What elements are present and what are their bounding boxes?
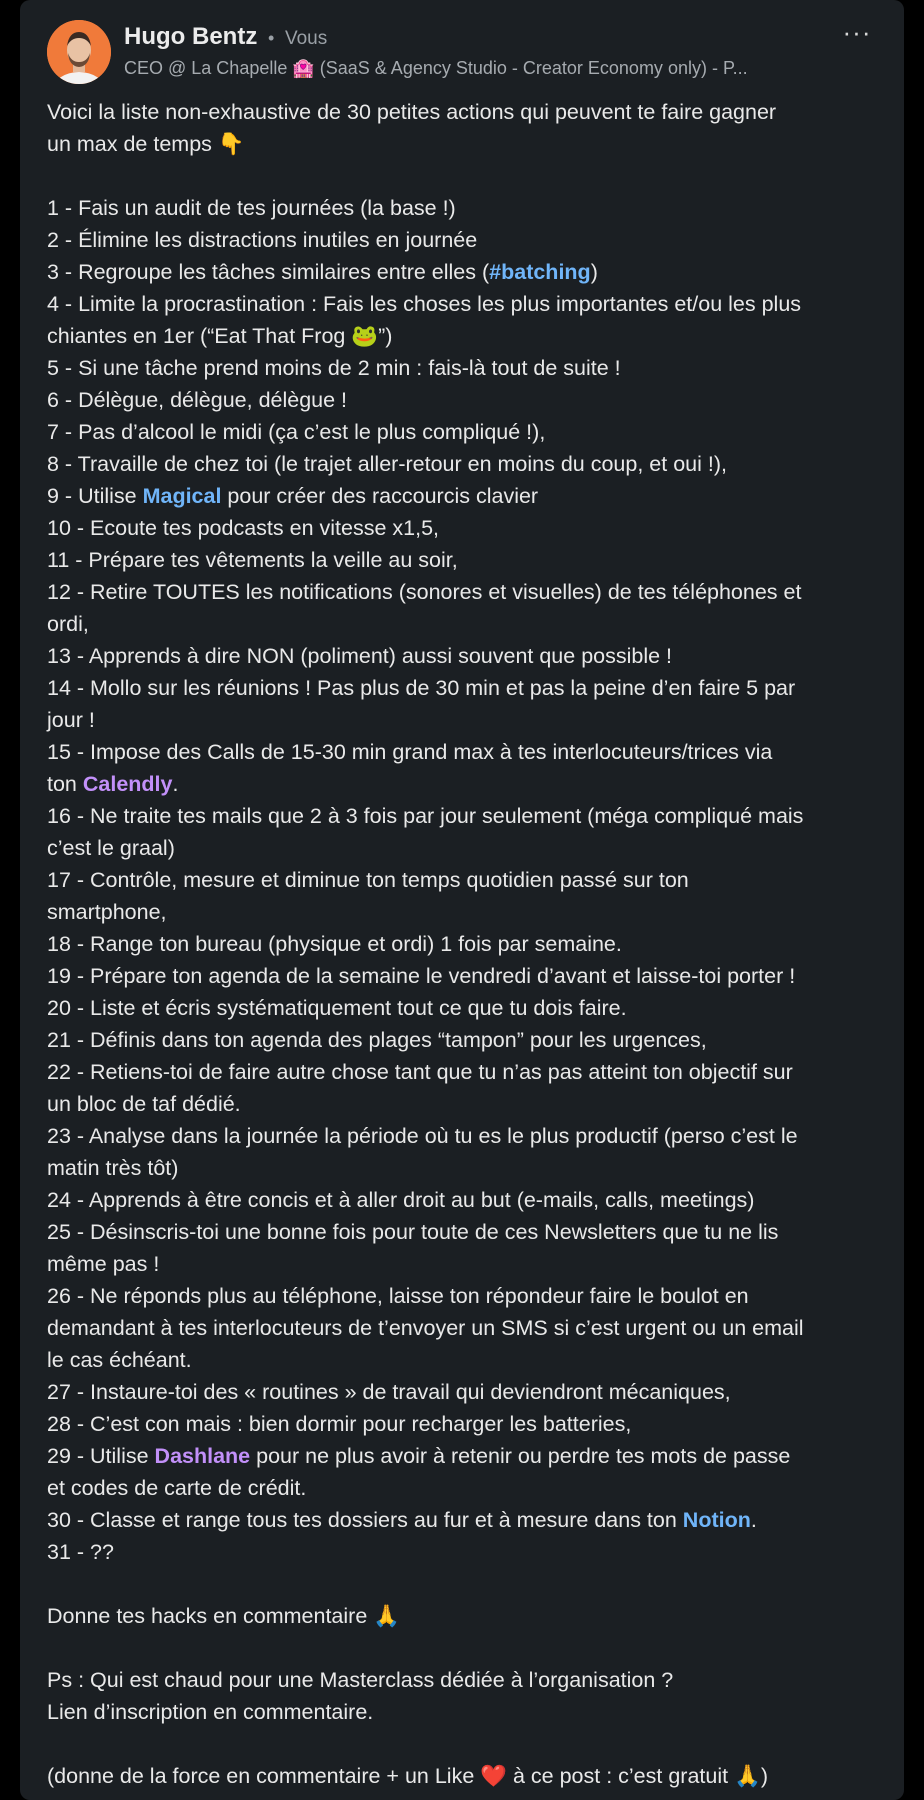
intro-line: un max de temps 👇 [47,132,245,156]
list-item: 15 - Impose des Calls de 15-30 min grand max à tes interlocuteurs/trices via [47,740,773,764]
list-item: 25 - Désinscris-toi une bonne fois pour toute de ces Newsletters que tu ne lis [47,1220,779,1244]
list-item-continuation: smartphone, [47,900,167,924]
list-item: 1 - Fais un audit de tes journées (la base !) [47,196,456,220]
list-item-text: . [172,772,179,796]
list-item: 22 - Retiens-toi de faire autre chose tant que tu n’as pas atteint ton objectif sur [47,1060,793,1084]
more-options-button[interactable]: ··· [842,17,872,47]
paragraph-break [47,1568,889,1600]
list-item: 31 - ?? [47,1540,114,1564]
magical-mention-link[interactable]: Magical [142,484,222,508]
list-item-text: pour créer des raccourcis clavier [221,484,539,508]
list-item: 27 - Instaure-toi des « routines » de travail qui deviendront mécaniques, [47,1380,731,1404]
list-item-continuation: c’est le graal) [47,836,175,860]
list-item: 21 - Définis dans ton agenda des plages “tampon” pour les urgences, [47,1028,707,1052]
list-item-continuation: jour ! [47,708,95,732]
author-relation: Vous [284,28,328,49]
list-item [47,1440,889,1472]
list-item-text: 30 - Classe et range tous tes dossiers au fur et à mesure dans ton [47,1508,683,1532]
ps-text: Ps : Qui est chaud pour une Masterclass dédiée à l’organisation ? [47,1668,674,1692]
avatar[interactable] [47,20,111,84]
list-item-continuation: même pas ! [47,1252,160,1276]
list-item [47,1504,889,1536]
list-item-continuation: chiantes en 1er (“Eat That Frog 🐸”) [47,324,393,348]
post-card [20,0,904,1800]
list-item-text: ) [590,260,598,284]
list-item: 4 - Limite la procrastination : Fais les choses les plus importantes et/ou les plus [47,292,802,316]
list-item-continuation: matin très tôt) [47,1156,179,1180]
post-body [47,96,889,1792]
list-item-continuation: le cas échéant. [47,1348,192,1372]
list-item: 23 - Analyse dans la journée la période où tu es le plus productif (perso c’est le [47,1124,798,1148]
list-item: 13 - Apprends à dire NON (poliment) aussi souvent que possible ! [47,644,673,668]
list-item-continuation [47,768,889,800]
list-item: 28 - C’est con mais : bien dormir pour recharger les batteries, [47,1412,632,1436]
list-item-text: 9 - Utilise [47,484,143,508]
list-item: 20 - Liste et écris systématiquement tout ce que tu dois faire. [47,996,627,1020]
list-item: 8 - Travaille de chez toi (le trajet aller-retour en moins du coup, et oui !), [47,452,727,476]
list-item: 24 - Apprends à être concis et à aller droit au but (e-mails, calls, meetings) [47,1188,755,1212]
paragraph-break [47,160,889,192]
author-block [124,22,817,80]
list-item: 10 - Ecoute tes podcasts en vitesse x1,5, [47,516,439,540]
author-row [124,22,817,54]
list-item: 2 - Élimine les distractions inutiles en journée [47,228,478,252]
paragraph-break [47,1632,889,1664]
paragraph-break [47,1728,889,1760]
list-item-continuation: demandant à tes interlocuteurs de t’envoyer un SMS si c’est urgent ou un email [47,1316,804,1340]
list-item [47,480,889,512]
list-item: 12 - Retire TOUTES les notifications (sonores et visuelles) de tes téléphones et [47,580,802,604]
dashlane-mention-link[interactable]: Dashlane [154,1444,251,1468]
list-item-continuation: un bloc de taf dédié. [47,1092,241,1116]
list-item: 18 - Range ton bureau (physique et ordi) 1 fois par semaine. [47,932,622,956]
list-item-text: pour ne plus avoir à retenir ou perdre tes mots de passe [250,1444,791,1468]
list-item: 5 - Si une tâche prend moins de 2 min : fais-là tout de suite ! [47,356,621,380]
list-item: 7 - Pas d’alcool le midi (ça c’est le plus compliqué !), [47,420,546,444]
list-item: 11 - Prépare tes vêtements la veille au soir, [47,548,458,572]
list-item: 6 - Délègue, délègue, délègue ! [47,388,348,412]
list-item-continuation: et codes de carte de crédit. [47,1476,307,1500]
list-item-text: . [750,1508,757,1532]
intro-line: Voici la liste non-exhaustive de 30 petites actions qui peuvent te faire gagner [47,100,777,124]
list-item: 14 - Mollo sur les réunions ! Pas plus de 30 min et pas la peine d’en faire 5 par [47,676,796,700]
list-item-text: 29 - Utilise [47,1444,155,1468]
post-header [47,17,877,86]
author-name[interactable]: Hugo Bentz [124,23,258,50]
hashtag-batching-link[interactable]: #batching [489,260,591,284]
list-item [47,256,889,288]
list-item: 17 - Contrôle, mesure et diminue ton temps quotidien passé sur ton [47,868,689,892]
list-item: 19 - Prépare ton agenda de la semaine le vendredi d’avant et laisse-toi porter ! [47,964,796,988]
author-headline: CEO @ La Chapelle 🏩 (SaaS & Agency Studio - Creator Economy only) - P... [124,58,748,78]
closing-text: (donne de la force en commentaire + un Like ❤️ à ce post : c’est gratuit 🙏) [47,1764,768,1788]
list-item: 26 - Ne réponds plus au téléphone, laisse ton répondeur faire le boulot en [47,1284,749,1308]
call-to-action-text: Donne tes hacks en commentaire 🙏 [47,1604,401,1628]
list-item: 16 - Ne traite tes mails que 2 à 3 fois par jour seulement (méga compliqué mais [47,804,804,828]
notion-mention-link[interactable]: Notion [682,1508,751,1532]
list-item-continuation: ordi, [47,612,89,636]
ps-text: Lien d’inscription en commentaire. [47,1700,374,1724]
calendly-mention-link[interactable]: Calendly [82,772,173,796]
avatar-portrait [47,20,111,84]
author-separator: • [267,28,275,48]
list-item-text: ton [47,772,83,796]
list-item-text: 3 - Regroupe les tâches similaires entre elles ( [47,260,490,284]
